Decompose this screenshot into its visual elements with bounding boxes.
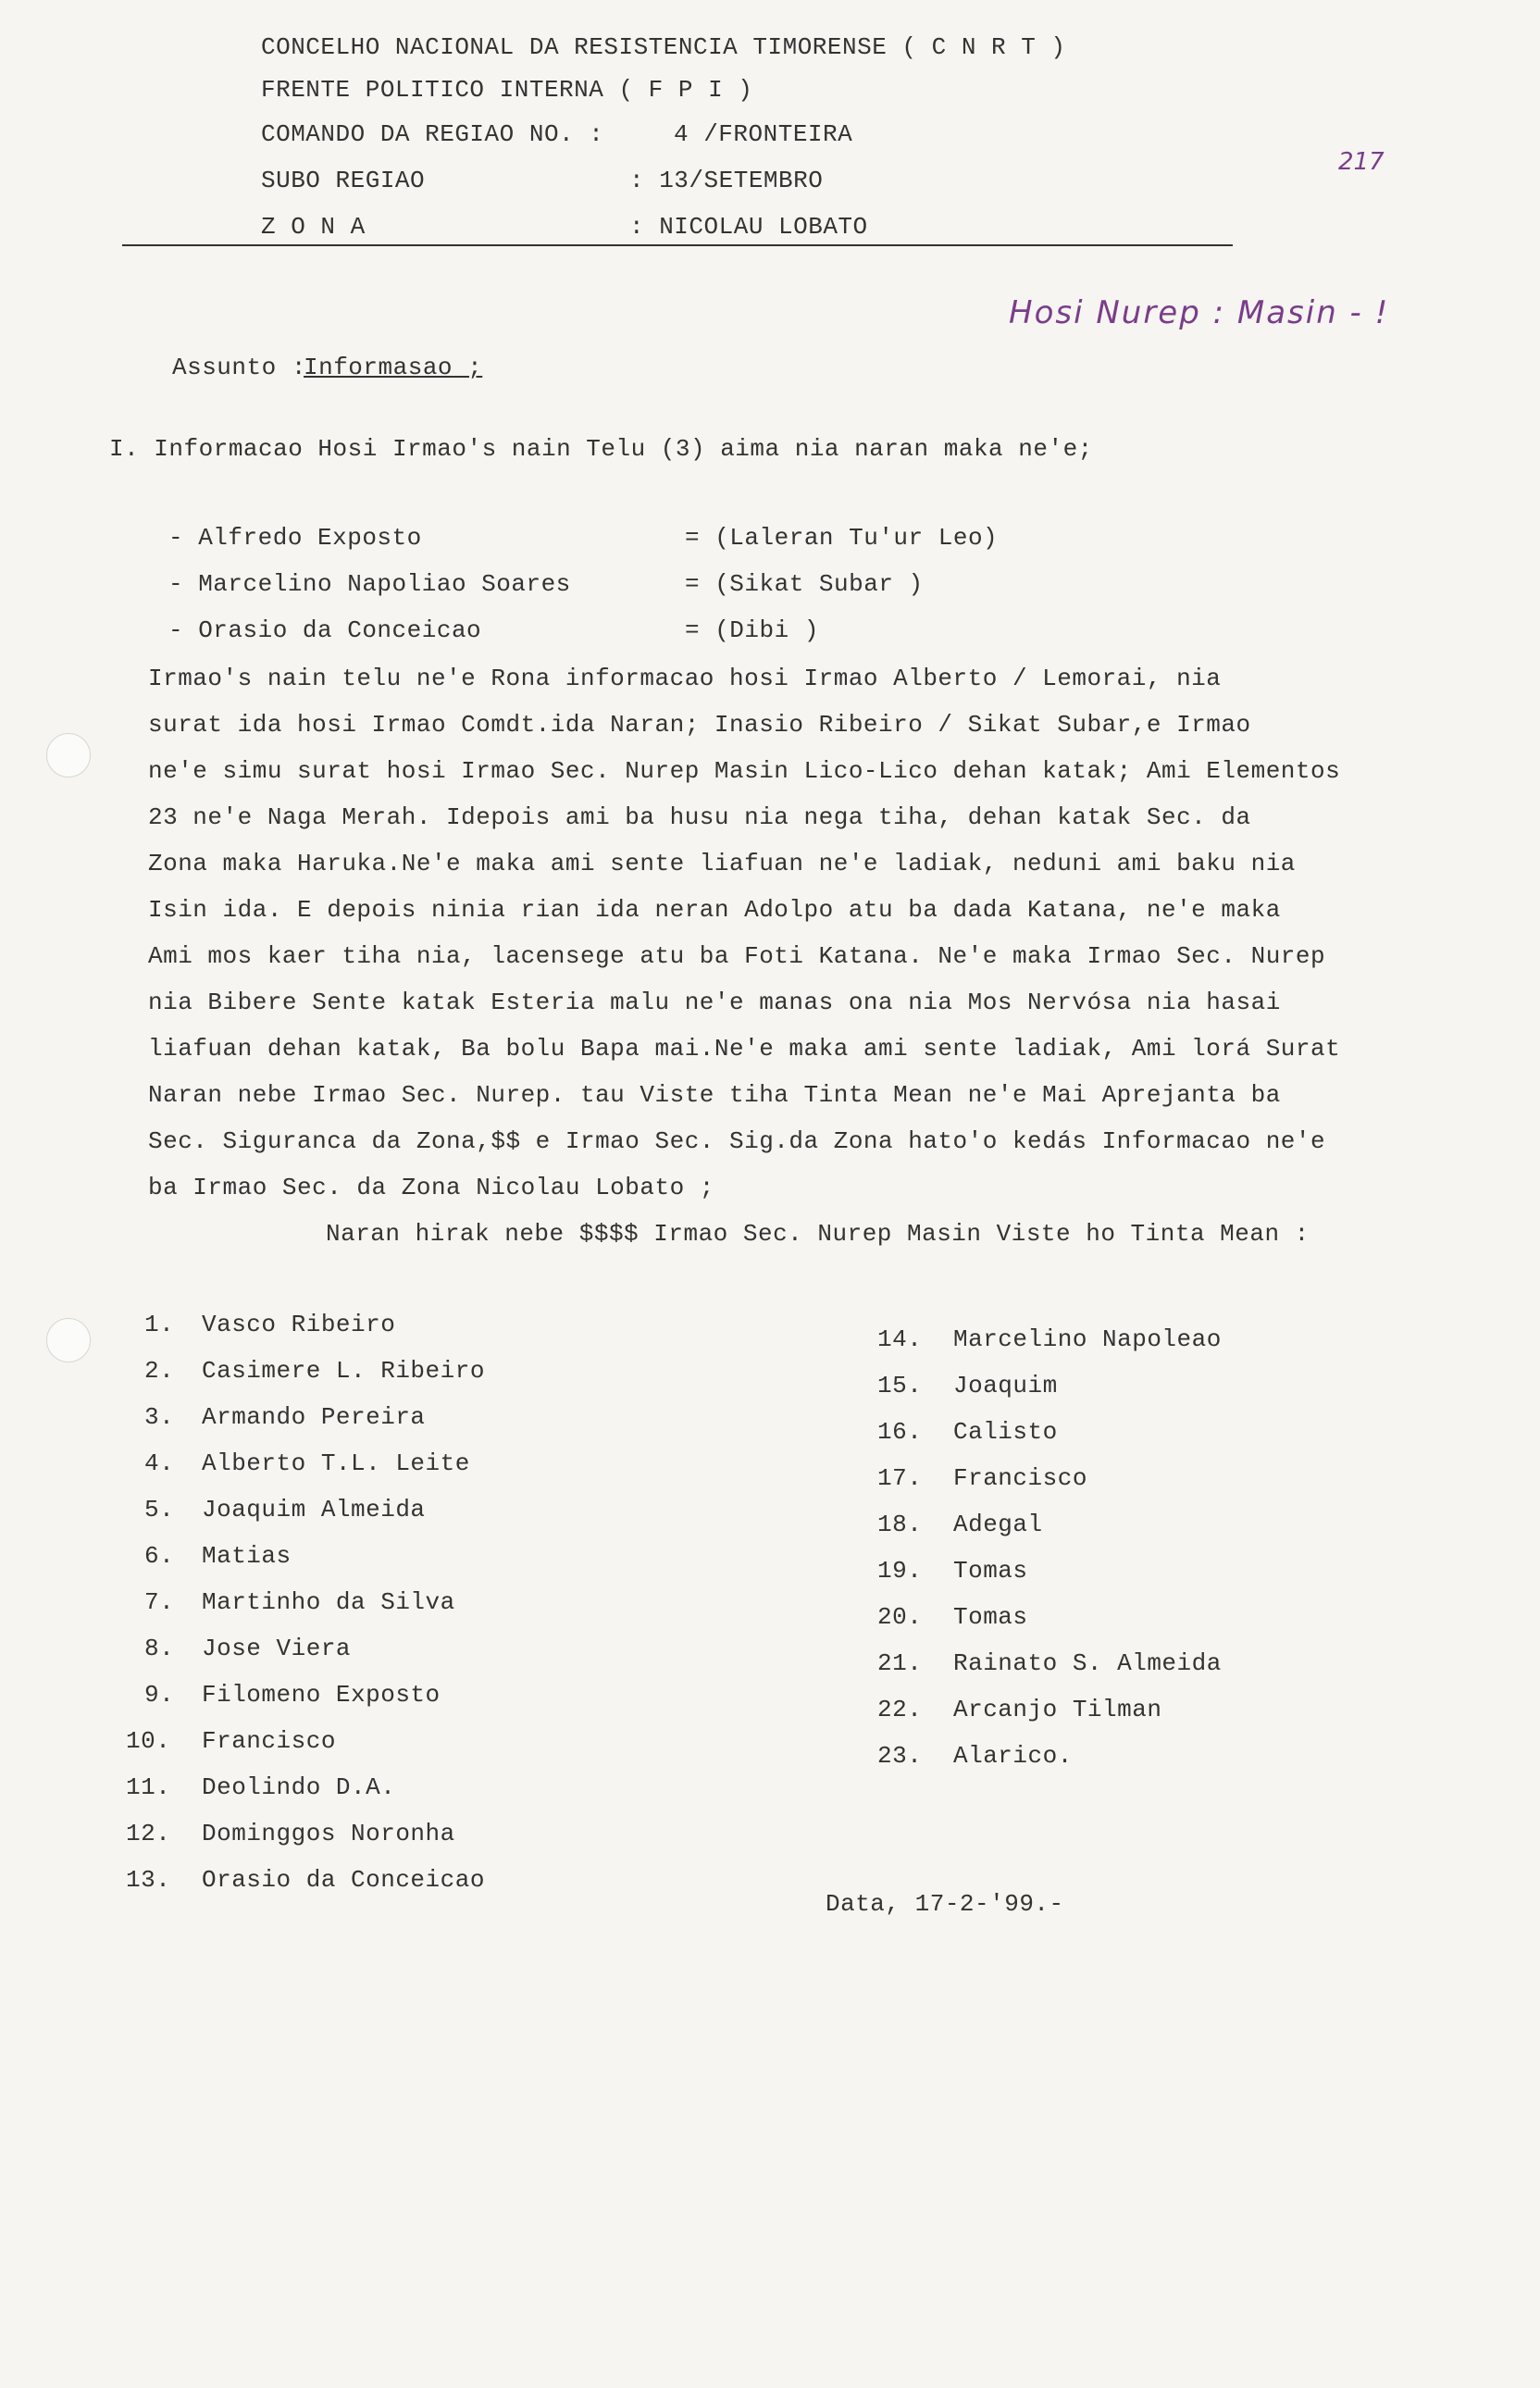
header-subregion-value: : 13/SETEMBRO (629, 167, 824, 194)
list-item: 10. Francisco (126, 1727, 336, 1755)
body-line-3: ne'e simu surat hosi Irmao Sec. Nurep Masin Lico-Lico dehan katak; Ami Elementos (148, 757, 1341, 785)
list-item: 11. Deolindo D.A. (126, 1773, 396, 1801)
list-item: 14. Marcelino Napoleao (877, 1325, 1222, 1353)
list-item: 9. Filomeno Exposto (144, 1681, 441, 1709)
list-intro: Naran hirak nebe $$$$ Irmao Sec. Nurep Masin Viste ho Tinta Mean : (326, 1220, 1310, 1248)
handwritten-note: Hosi Nurep : Masin - ! (1009, 294, 1390, 331)
list-item: 6. Matias (144, 1542, 292, 1570)
body-line-11: Sec. Siguranca da Zona,$$ e Irmao Sec. Sig.da Zona hato'o kedás Informacao ne'e (148, 1127, 1326, 1155)
header-zone-label: Z O N A (261, 213, 366, 241)
punch-hole (46, 733, 91, 777)
header-region-label: COMANDO DA REGIAO NO. : (261, 120, 604, 148)
body-line-2: surat ida hosi Irmao Comdt.ida Naran; Inasio Ribeiro / Sikat Subar,e Irmao (148, 711, 1251, 739)
list-item: 8. Jose Viera (144, 1635, 352, 1662)
list-item: 17. Francisco (877, 1464, 1087, 1492)
list-item: 23. Alarico. (877, 1742, 1073, 1770)
list-item: 22. Arcanjo Tilman (877, 1696, 1162, 1723)
body-line-7: Ami mos kaer tiha nia, lacensege atu ba Foti Katana. Ne'e maka Irmao Sec. Nurep (148, 942, 1326, 970)
list-item: 20. Tomas (877, 1603, 1028, 1631)
person-2-alias: = (Sikat Subar ) (685, 570, 924, 598)
list-item: 5. Joaquim Almeida (144, 1496, 426, 1524)
body-line-9: liafuan dehan katak, Ba bolu Bapa mai.Ne'e maka ami sente ladiak, Ami lorá Surat (148, 1035, 1341, 1063)
header-zone-value: : NICOLAU LOBATO (629, 213, 868, 241)
header-subregion-label: SUBO REGIAO (261, 167, 426, 194)
header-divider (122, 244, 1233, 246)
body-line-8: nia Bibere Sente katak Esteria malu ne'e manas ona nia Mos Nervósa nia hasai (148, 989, 1281, 1016)
list-item: 19. Tomas (877, 1557, 1028, 1585)
list-item: 3. Armando Pereira (144, 1403, 426, 1431)
body-line-4: 23 ne'e Naga Merah. Idepois ami ba husu nia nega tiha, dehan katak Sec. da (148, 803, 1251, 831)
list-item: 4. Alberto T.L. Leite (144, 1449, 470, 1477)
list-item: 13. Orasio da Conceicao (126, 1866, 485, 1894)
person-3-name: - Orasio da Conceicao (168, 616, 482, 644)
list-item: 2. Casimere L. Ribeiro (144, 1357, 485, 1385)
person-3-alias: = (Dibi ) (685, 616, 819, 644)
subject-value: Informasao ; (304, 354, 483, 381)
punch-hole (46, 1318, 91, 1362)
body-line-5: Zona maka Haruka.Ne'e maka ami sente liafuan ne'e ladiak, neduni ami baku nia (148, 850, 1296, 877)
person-2-name: - Marcelino Napoliao Soares (168, 570, 571, 598)
header-region-value: 4 /FRONTEIRA (674, 120, 853, 148)
body-line-12: ba Irmao Sec. da Zona Nicolau Lobato ; (148, 1174, 714, 1201)
page-number: 217 (1338, 148, 1385, 176)
header-line-2: FRENTE POLITICO INTERNA ( F P I ) (261, 76, 753, 104)
document-date: Data, 17-2-'99.- (826, 1890, 1064, 1918)
list-item: 21. Rainato S. Almeida (877, 1649, 1222, 1677)
body-line-10: Naran nebe Irmao Sec. Nurep. tau Viste tiha Tinta Mean ne'e Mai Aprejanta ba (148, 1081, 1281, 1109)
list-item: 16. Calisto (877, 1418, 1058, 1446)
person-1-alias: = (Laleran Tu'ur Leo) (685, 524, 999, 552)
list-item: 12. Dominggos Noronha (126, 1820, 455, 1847)
body-line-6: Isin ida. E depois ninia rian ida neran Adolpo atu ba dada Katana, ne'e maka (148, 896, 1281, 924)
body-line-1: Irmao's nain telu ne'e Rona informacao hosi Irmao Alberto / Lemorai, nia (148, 665, 1222, 692)
list-item: 18. Adegal (877, 1511, 1043, 1538)
list-item: 15. Joaquim (877, 1372, 1058, 1399)
list-item: 1. Vasco Ribeiro (144, 1311, 396, 1338)
subject-label: Assunto : (172, 354, 306, 381)
intro-line: I. Informacao Hosi Irmao's nain Telu (3) aima nia naran maka ne'e; (109, 435, 1093, 463)
list-item: 7. Martinho da Silva (144, 1588, 455, 1616)
person-1-name: - Alfredo Exposto (168, 524, 422, 552)
header-line-1: CONCELHO NACIONAL DA RESISTENCIA TIMORENSE ( C N R T ) (261, 33, 1066, 61)
